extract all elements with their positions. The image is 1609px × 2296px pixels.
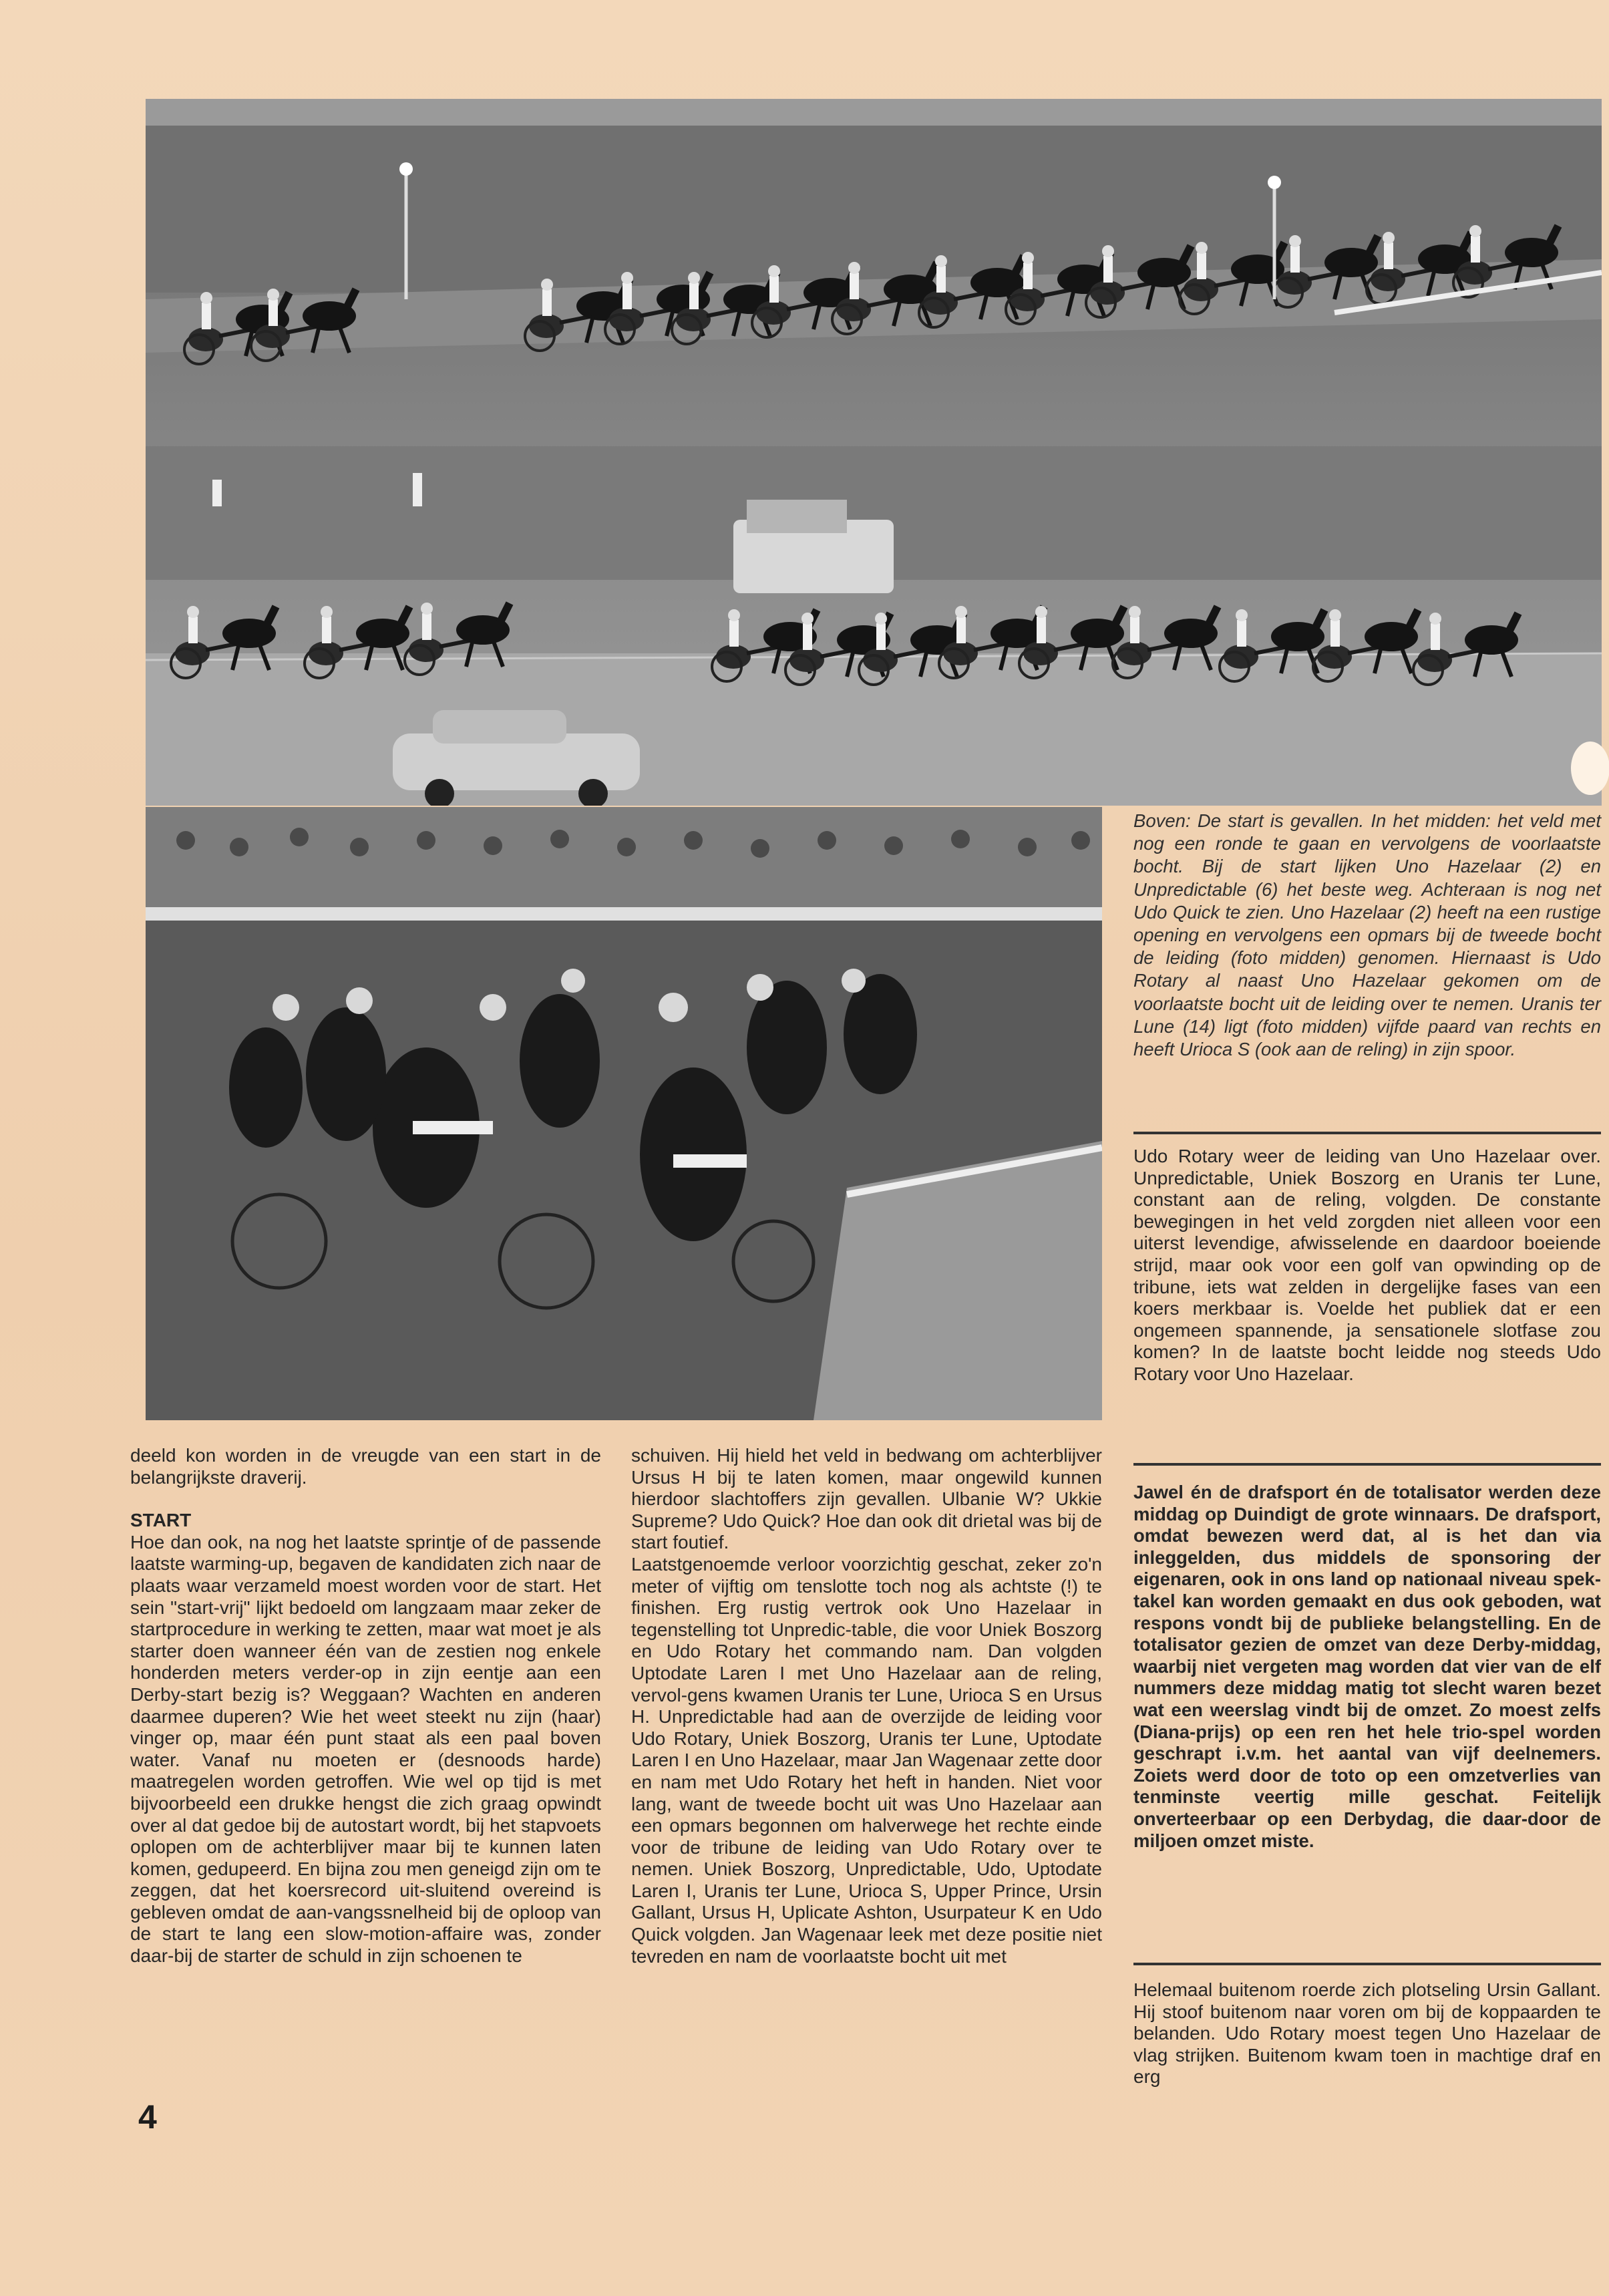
photo-caption: Boven: De start is gevallen. In het midden: het veld met nog een ronde te gaan en vervolgens de voorlaatste bocht. Bij de start lijken Uno Hazelaar (2) en Unpredictable (6) het beste weg. Achteraan is nog net Udo Quick te zien. Uno Hazelaar (2) heeft na een rustige opening en vervolgens een opmars bij de tweede bocht de leiding (foto midden) genomen. Hiernaast is Udo Rotary al naast Uno Hazelaar gekomen om de voorlaatste bocht uit de leiding over te nemen. Uranis ter Lune (14) ligt (foto midden) vijfde paard van rechts en heeft Urioca S (ook aan de reling) in zijn spoor. xyxy=(1133,810,1601,1060)
article-column-1 xyxy=(130,1445,601,1967)
section-heading: START xyxy=(130,1510,192,1531)
paragraph: Hoe dan ook, na nog het laatste sprintje of de passende laatste warming-up, begaven de kandidaten zich naar de plaats waar verzameld moest worden voor de start. Het sein "start-vrij" lijkt bedoeld om langzaam maar zeker de startprocedure in werking te zetten, maar wat moet je als starter doen wanneer één van de zestien nog enkele honderden meters verder-op in zijn eentje aan een Derby-start bezig is? Weggaan? Wachten en anderen daarmee duperen? Wie het weet steekt nu zijn (haar) vinger op, maar één punt staat als een paal boven water. Vanaf nu moeten er (desnoods harde) maatregelen worden getroffen. Wie wel op tijd is met bijvoorbeeld een drukke hengst die zich graag opwindt over al dat gedoe bij de autostart wordt, bij het stapvoets oplopen om de achterblijver maar bij te kunnen laten komen, gedupeerd. En bijna zou men geneigd zijn om te zeggen, dat het koersrecord uit-sluitend overeind is gebleven omdat de aan-vangssnelheid bij de oploop van de start te lang een slow-motion-affaire was, zonder daar-bij de starter de schuld in zijn schoenen te xyxy=(130,1531,601,1967)
article-column-3 xyxy=(1133,1979,1601,2088)
paragraph: Udo Rotary weer de leiding van Uno Hazelaar over. Unpredictable, Uniek Boszorg en Uranis ter Lune, constant aan de reling, volgden. De constante bewegingen in het veld zorgden niet alleen voor een uiterst levendige, afwisselende en daardoor boeiende strijd, maar ook voor een golf van opwinding op de tribune, iets wat zelden in dergelijke fases van een koers merkbaar is. Voelde het publiek dat er een ongemeen spannende, ja sensationele slotfase zou komen? In de laatste bocht leidde nog steeds Udo Rotary voor Uno Hazelaar. xyxy=(1133,1146,1601,1384)
divider xyxy=(1133,1463,1601,1466)
article-text-right-top xyxy=(1133,1146,1601,1385)
page-number: 4 xyxy=(138,2098,157,2136)
photo-race-field xyxy=(146,807,1102,1420)
paragraph: Laatstgenoemde verloor voorzichtig geschat, zeker zo'n meter of vijftig om tenslotte toch nog als achtste (!) te finishen. Erg rustig vertrok ook Uno Hazelaar in tegenstelling tot Unpredic-table, die voor Uniek Boszorg en Udo Rotary het commando nam. Dan volgden Uptodate Laren I met Uno Hazelaar aan de reling, vervol-gens kwamen Uranis ter Lune, Urioca S en Ursus H. Unpredictable had aan de overzijde de leiding voor Udo Rotary, Uniek Boszorg, Uranis ter Lune, Uptodate Laren I en Uno Hazelaar, maar Jan Wagenaar zette door en nam met Udo Rotary het heft in handen. Niet voor lang, want de tweede bocht uit was Uno Hazelaar aan een opmars begonnen om halverwege het rechte einde voor de tribune de leiding van Udo Rotary over te nemen. Uniek Boszorg, Unpredictable, Udo, Uptodate Laren I, Uranis ter Lune, Urioca S, Upper Prince, Ursin Gallant, Ursus H, Uplicate Ashton, Usurpateur K en Udo Quick volgden. Jan Wagenaar leek met deze positie niet tevreden en nam de voorlaatste bocht uit met xyxy=(631,1553,1102,1967)
paragraph: Helemaal buitenom roerde zich plotseling Ursin Gallant. Hij stoof buitenom naar voren om bij de koppaarden te belanden. Udo Rotary moest tegen Uno Hazelaar de vlag strijken. Buitenom kwam toen in machtige draf en erg xyxy=(1133,1979,1601,2088)
article-column-3-bold xyxy=(1133,1482,1601,1852)
paragraph: Jawel én de drafsport én de totalisator werden deze middag op Duindigt de grote winnaars. De drafsport, omdat bewezen werd dat, al is het dan via inleggelden, dus middels de sponsoring der eigenaren, ook in ons land op nationaal niveau spek-takel kan worden gemaakt en dus ook geboden, wat respons vondt bij de publieke belangstelling. En de totalisator gezien de omzet van deze Derby-middag, waarbij niet vergeten mag worden dat vier van de elf nummers deze middag matig tot slecht waren bezet wat een weerslag vindt bij de omzet. Zo moest zelfs (Diana-prijs) op een ren het hele trio-spel worden geschrapt i.v.m. het aantal van vijf deelnemers. Zoiets werd door de toto op een omzetverlies van tenminste veertig mille geschat. Feitelijk onverteerbaar op een Derbydag, die daar-door de miljoen omzet miste. xyxy=(1133,1482,1601,1851)
punch-hole xyxy=(1571,742,1609,795)
divider xyxy=(1133,1963,1601,1965)
photo-race-start xyxy=(146,99,1602,806)
paragraph: schuiven. Hij hield het veld in bedwang om achterblijver Ursus H bij te laten komen, maar ongewild kunnen hierdoor slachtoffers zijn gevallen. Ulbanie W? Ukkie Supreme? Udo Quick? Hoe dan ook dit drietal was bij de start foutief. xyxy=(631,1445,1102,1553)
paragraph: deeld kon worden in de vreugde van een start in de belangrijkste draverij. xyxy=(130,1445,601,1488)
article-column-2 xyxy=(631,1445,1102,1967)
divider xyxy=(1133,1132,1601,1134)
